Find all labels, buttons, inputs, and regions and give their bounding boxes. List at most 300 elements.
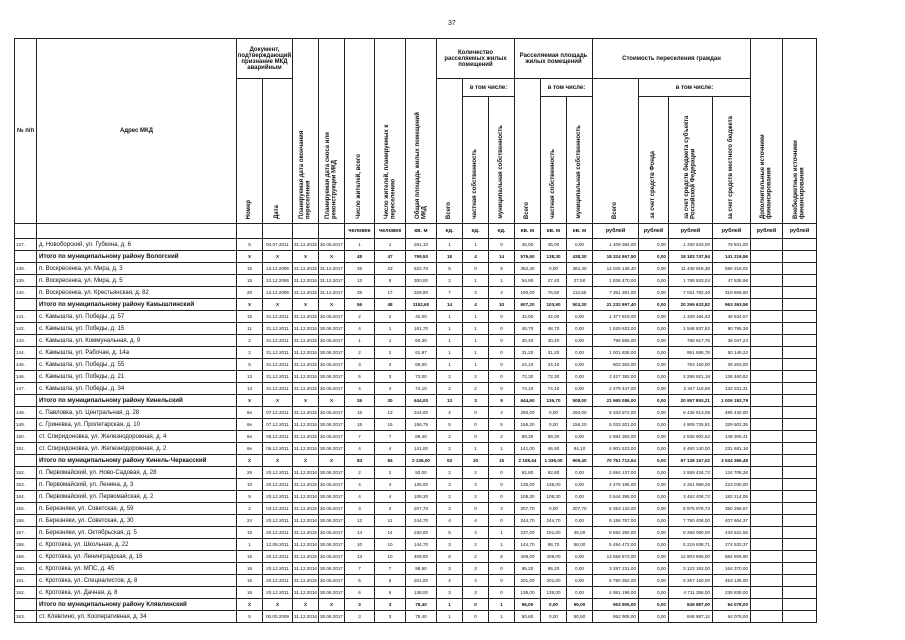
row-cell: 16 — [237, 575, 263, 587]
row-cell: 0,00 — [639, 275, 669, 287]
row-cell: 7 031 782,40 — [669, 287, 713, 299]
row-cell: 0,00 — [639, 563, 669, 575]
row-cell — [783, 503, 817, 515]
row-cell — [783, 575, 817, 587]
row-cell: 4 — [437, 575, 463, 587]
row-cell — [751, 275, 783, 287]
row-cell: 138,30 — [541, 251, 567, 263]
row-cell: 0 — [489, 467, 515, 479]
row-address: Итого по муниципальному району Кинельский — [37, 395, 237, 407]
row-cell — [751, 575, 783, 587]
row-cell — [751, 371, 783, 383]
row-cell: 10 — [237, 479, 263, 491]
row-cell: 4 — [489, 407, 515, 419]
row-cell — [783, 275, 817, 287]
row-cell: 4 — [345, 323, 375, 335]
row-cell: 344,00 — [406, 407, 437, 419]
row-cell: 0,00 — [639, 239, 669, 251]
row-cell: 30.06.2017 — [319, 503, 345, 515]
row-cell: 1 — [463, 359, 489, 371]
row-cell: 3 534 386,48 — [713, 455, 751, 467]
header-cost-region: за счет средств бюджета субъекта Российской Федерации — [669, 97, 713, 224]
row-cell: 18 183 747,94 — [669, 251, 713, 263]
row-cell: 31.12.2015 — [293, 407, 319, 419]
row-number: 141. — [15, 311, 37, 323]
row-cell: 0,00 — [567, 359, 593, 371]
row-cell: 6н — [237, 407, 263, 419]
row-number — [15, 599, 37, 611]
table-row — [15, 407, 817, 419]
row-cell: 26 — [345, 395, 375, 407]
row-cell: 1152,60 — [406, 299, 437, 311]
row-cell: 6н — [237, 431, 263, 443]
row-cell: 0,00 — [639, 299, 669, 311]
row-cell: 0,00 — [639, 551, 669, 563]
row-cell: 1 — [463, 275, 489, 287]
row-address: ст. Клявлино, ул. Кооперативная, д. 34 — [37, 611, 237, 623]
row-cell: 48 — [345, 251, 375, 263]
row-cell: 31.12.2015 — [293, 263, 319, 275]
row-cell: 1 — [463, 335, 489, 347]
row-number: 149. — [15, 419, 37, 431]
row-cell: 644,00 — [406, 395, 437, 407]
row-number: 144. — [15, 347, 37, 359]
row-cell: 223 030,00 — [713, 479, 751, 491]
row-cell: 5 — [437, 419, 463, 431]
row-cell: 31.12.2016 — [293, 539, 319, 551]
row-cell: 1 — [489, 275, 515, 287]
row-cell: 31.12.2011 — [263, 347, 293, 359]
row-cell: 12 903 966,00 — [669, 551, 713, 563]
row-cell: 2 — [463, 467, 489, 479]
row-cell: 0 — [463, 263, 489, 275]
row-cell: 0,00 — [639, 491, 669, 503]
row-address: с. Кротовка, ул. Специалистов, д. 8 — [37, 575, 237, 587]
row-cell: 30,40 — [515, 335, 541, 347]
row-cell: 30.06.2017 — [319, 467, 345, 479]
row-cell: 1 — [437, 359, 463, 371]
row-cell — [783, 527, 817, 539]
row-cell: 1 — [463, 347, 489, 359]
row-cell: 0,00 — [541, 611, 567, 623]
row-cell: 31.12.2011 — [263, 323, 293, 335]
row-cell — [783, 383, 817, 395]
row-cell: 31,20 — [515, 347, 541, 359]
row-cell: 1 — [437, 347, 463, 359]
row-cell: 3 — [437, 479, 463, 491]
row-cell: X — [263, 299, 293, 311]
row-cell: 350 256,67 — [713, 503, 751, 515]
row-cell: 12 — [345, 515, 375, 527]
row-cell: 2 — [237, 503, 263, 515]
row-cell: 2 136,00 — [406, 455, 437, 467]
row-cell: 24,10 — [515, 359, 541, 371]
row-cell: 0,00 — [639, 431, 669, 443]
row-cell: 20.12.2011 — [263, 479, 293, 491]
row-cell: 3 — [375, 371, 406, 383]
row-cell: 2 — [237, 335, 263, 347]
row-cell: 92,80 — [515, 467, 541, 479]
row-number: 137. — [15, 239, 37, 251]
row-cell: 0,00 — [567, 575, 593, 587]
row-cell: 0,00 — [567, 587, 593, 599]
row-cell — [751, 359, 783, 371]
row-cell: 73,00 — [406, 371, 437, 383]
table-row — [15, 383, 817, 395]
row-cell: 0,00 — [639, 359, 669, 371]
row-cell: 0 — [489, 335, 515, 347]
row-number: 161. — [15, 575, 37, 587]
header-rooms-count: Количество расселяемых жилых помещений — [437, 39, 515, 79]
row-number: 138. — [15, 263, 37, 275]
row-cell: 46,00 — [567, 527, 593, 539]
row-cell: 04.07.2011 — [263, 239, 293, 251]
row-cell: 31.12.2016 — [293, 527, 319, 539]
row-cell: 244,70 — [406, 515, 437, 527]
table-row — [15, 467, 817, 479]
row-cell: 72,30 — [515, 371, 541, 383]
row-cell — [783, 239, 817, 251]
row-address: д. Новоборский, ул. Губкина, д. 6 — [37, 239, 237, 251]
row-cell: 0,00 — [567, 491, 593, 503]
row-cell: 9 — [237, 491, 263, 503]
row-cell: 8 333 972,00 — [593, 407, 639, 419]
row-cell: 763 160,00 — [669, 359, 713, 371]
row-address: п. Воскресенка, ул. Мира, д. 3 — [37, 263, 237, 275]
row-cell — [783, 263, 817, 275]
row-cell: 27,50 — [567, 275, 593, 287]
row-cell — [783, 551, 817, 563]
row-cell: 13 — [375, 407, 406, 419]
row-cell: 56 — [345, 299, 375, 311]
row-address: с. Камышла, ул. Победы, д. 34 — [37, 383, 237, 395]
row-cell: 48,70 — [541, 323, 567, 335]
row-cell: 30.06.2017 — [319, 527, 345, 539]
header-cost-total: Всего — [593, 79, 639, 224]
row-cell: 54,90 — [515, 275, 541, 287]
table-row — [15, 275, 817, 287]
row-cell: 24 — [237, 515, 263, 527]
row-address: с. Камышла, ул. Победы, д. 55 — [37, 359, 237, 371]
row-cell: 758 817,76 — [669, 335, 713, 347]
row-cell: 1 — [463, 311, 489, 323]
row-cell: 2 835 902,52 — [669, 431, 713, 443]
row-cell: 8 — [437, 551, 463, 563]
row-cell: 31.12.2015 — [293, 359, 319, 371]
row-cell — [783, 455, 817, 467]
row-cell: 13 — [345, 551, 375, 563]
row-cell: 13 558 573,00 — [593, 551, 639, 563]
row-cell: X — [263, 395, 293, 407]
row-cell: 5 — [489, 419, 515, 431]
row-cell: 03.12.2011 — [263, 503, 293, 515]
row-cell: 13 — [345, 275, 375, 287]
row-cell: 848 887,12 — [669, 611, 713, 623]
row-cell: 31.12.2016 — [293, 491, 319, 503]
row-address: п. Воскресенка, ул. Мира, д. 5 — [37, 275, 237, 287]
row-cell: 144,70 — [515, 539, 541, 551]
row-cell: 0,00 — [567, 347, 593, 359]
row-cell: 0 — [463, 431, 489, 443]
row-cell: 4 — [463, 251, 489, 263]
row-cell: 50,60 — [515, 611, 541, 623]
row-cell: 2 — [437, 275, 463, 287]
unit-cell: кв. м — [567, 224, 593, 239]
row-cell: 64 078,00 — [713, 611, 751, 623]
row-cell — [783, 323, 817, 335]
row-cell: 30.06.2017 — [319, 383, 345, 395]
row-cell — [783, 311, 817, 323]
row-cell: 07.12.2011 — [263, 419, 293, 431]
table-row — [15, 323, 817, 335]
header-cost-fund: за счет средств Фонда — [639, 97, 669, 224]
row-cell: 2 — [463, 551, 489, 563]
row-cell — [783, 407, 817, 419]
row-cell: 0,00 — [541, 599, 567, 611]
row-cell: 14 — [375, 527, 406, 539]
row-cell: 14 — [237, 383, 263, 395]
row-cell: 0,00 — [567, 467, 593, 479]
row-cell: 78,40 — [406, 611, 437, 623]
row-cell: 7 — [437, 287, 463, 299]
row-cell: 30.06.2017 — [319, 407, 345, 419]
row-cell: 17 — [375, 287, 406, 299]
row-cell — [783, 491, 817, 503]
row-address: ст. Спиридоновка, ул. Железнодорожная, д. 2 — [37, 443, 237, 455]
row-number: 150. — [15, 431, 37, 443]
row-cell: 30.06.2017 — [319, 335, 345, 347]
row-cell: 94,10 — [567, 443, 593, 455]
row-cell: 30.06.2017 — [319, 611, 345, 623]
row-address: с. Камышла, ул. Победы, д. 15 — [37, 323, 237, 335]
row-cell: 1 — [463, 239, 489, 251]
header-planned-demolition: Планируемая дата сноса или реконструкции МКД — [319, 39, 345, 224]
row-address: с. Кротовка, ул. Школьная, д. 22 — [37, 539, 237, 551]
header-area-private: частная собственность — [541, 97, 567, 224]
row-cell: 0,00 — [639, 311, 669, 323]
row-cell: 433 622,55 — [713, 527, 751, 539]
row-cell: 0 — [489, 563, 515, 575]
row-number: 156. — [15, 515, 37, 527]
row-address: п. Первомайский, ул. Ново-Садовая, д. 28 — [37, 467, 237, 479]
row-cell: 2 427 382,00 — [593, 371, 639, 383]
row-cell: 20.12.2011 — [263, 491, 293, 503]
row-cell: 108,30 — [515, 491, 541, 503]
row-cell — [751, 491, 783, 503]
unit-cell: рублей — [593, 224, 639, 239]
row-cell: 4 909 725,81 — [669, 419, 713, 431]
row-number: 160. — [15, 563, 37, 575]
row-number: 157. — [15, 527, 37, 539]
row-number: 162. — [15, 587, 37, 599]
row-cell: X — [237, 251, 263, 263]
row-cell: X — [293, 395, 319, 407]
row-cell: 135,00 — [515, 479, 541, 491]
row-cell: 4 — [437, 407, 463, 419]
row-cell: 12 045 136,40 — [593, 263, 639, 275]
row-address: Итого по муниципальному району Клявлинский — [37, 599, 237, 611]
row-cell: 108,30 — [406, 491, 437, 503]
row-cell — [751, 263, 783, 275]
row-cell: 148 305,41 — [713, 431, 751, 443]
row-cell: 67 138 157,02 — [669, 455, 713, 467]
header-cost-local: за счет средств местного бюджета — [713, 97, 751, 224]
row-cell: 0,00 — [639, 599, 669, 611]
row-address: Итого по муниципальному району Камышлинский — [37, 299, 237, 311]
table-row — [15, 347, 817, 359]
row-cell: 0,00 — [567, 551, 593, 563]
row-number: 153. — [15, 479, 37, 491]
row-cell: X — [237, 395, 263, 407]
row-cell: 60,30 — [406, 335, 437, 347]
row-cell: 1 629 633,00 — [593, 323, 639, 335]
row-cell: 5 — [437, 527, 463, 539]
row-cell: 113,50 — [567, 287, 593, 299]
row-cell: 30.06.2017 — [319, 491, 345, 503]
row-cell: 20.12.2011 — [263, 587, 293, 599]
row-cell: 2 — [437, 383, 463, 395]
header-extra-sources: Дополнительные источники финансирования — [751, 39, 783, 224]
table-row — [15, 311, 817, 323]
row-cell: 329 502,35 — [713, 419, 751, 431]
row-cell: 2 — [463, 371, 489, 383]
row-cell: 6 353 133,00 — [593, 503, 639, 515]
row-cell: 0,00 — [567, 479, 593, 491]
table-row — [15, 611, 817, 623]
row-cell — [783, 587, 817, 599]
row-cell — [783, 467, 817, 479]
row-cell: 15 — [345, 407, 375, 419]
row-cell: 30.06.2017 — [319, 359, 345, 371]
row-cell: 13 — [437, 395, 463, 407]
row-cell: 2 694 137,00 — [593, 467, 639, 479]
row-cell: 30.06.2017 — [319, 539, 345, 551]
row-cell: 18 — [437, 251, 463, 263]
row-cell: 409,00 — [515, 551, 541, 563]
row-cell: 15 — [489, 455, 515, 467]
unit-cell: рублей — [713, 224, 751, 239]
row-cell: 2 — [437, 431, 463, 443]
row-cell: 8 156 787,00 — [593, 515, 639, 527]
row-cell: 9 — [489, 395, 515, 407]
row-cell: 6 — [345, 587, 375, 599]
row-number: 152. — [15, 467, 37, 479]
row-cell: 98,60 — [406, 563, 437, 575]
row-cell: 201,00 — [541, 575, 567, 587]
header-area-municipal: муниципальная собственность — [567, 97, 593, 224]
row-cell: 45,00 — [541, 239, 567, 251]
row-cell — [783, 443, 817, 455]
row-cell: 42,00 — [515, 311, 541, 323]
row-cell: 11 — [237, 323, 263, 335]
row-cell: 6н — [237, 443, 263, 455]
row-address: п. Воскресенка, ул. Крестьянская, д. 82 — [37, 287, 237, 299]
row-cell: 3 644 395,00 — [593, 491, 639, 503]
row-cell: 14 — [489, 251, 515, 263]
row-cell: 15 — [375, 419, 406, 431]
row-cell: 0,00 — [639, 443, 669, 455]
row-cell: 28 — [345, 287, 375, 299]
row-cell: 5 — [375, 575, 406, 587]
row-number: 139. — [15, 275, 37, 287]
row-cell: 64 078,00 — [713, 599, 751, 611]
row-cell — [751, 395, 783, 407]
table-row — [15, 563, 817, 575]
row-cell: 138,00 — [406, 587, 437, 599]
row-cell — [751, 563, 783, 575]
row-cell: X — [319, 251, 345, 263]
row-cell — [751, 431, 783, 443]
row-cell: 6 267 160,00 — [669, 575, 713, 587]
row-cell: 0,00 — [567, 383, 593, 395]
row-address: п. Первомайский, ул. Первомайская, д. 2 — [37, 491, 237, 503]
unit-cell: ед. — [489, 224, 515, 239]
row-cell: 07.12.2011 — [263, 407, 293, 419]
row-cell: 20.12.2011 — [263, 551, 293, 563]
row-cell: 3 — [437, 563, 463, 575]
district-total-row — [15, 455, 817, 467]
row-cell: 329,90 — [406, 287, 437, 299]
row-cell — [783, 395, 817, 407]
row-cell: 134 708,28 — [713, 467, 751, 479]
row-cell: 4 475 195,00 — [593, 479, 639, 491]
row-number: 151. — [15, 443, 37, 455]
row-cell: 76,50 — [541, 287, 567, 299]
row-cell: 684 606,90 — [713, 551, 751, 563]
row-cell: 191,00 — [541, 527, 567, 539]
row-cell: 3 — [375, 611, 406, 623]
row-cell: 6 790 352,00 — [593, 575, 639, 587]
row-cell: 201,00 — [515, 575, 541, 587]
row-cell: 3 — [463, 587, 489, 599]
row-cell: 7 — [375, 431, 406, 443]
row-cell: 4 460 140,00 — [669, 443, 713, 455]
row-cell: 31.12.2015 — [293, 239, 319, 251]
row-cell: 0,00 — [567, 431, 593, 443]
row-cell: 13 — [237, 371, 263, 383]
row-cell: 31.12.2015 — [293, 443, 319, 455]
row-cell: 300,00 — [406, 275, 437, 287]
row-cell: 596 218,02 — [713, 263, 751, 275]
row-cell: 15 — [345, 419, 375, 431]
row-cell: 1 409 384,00 — [593, 239, 639, 251]
row-cell: 0,00 — [567, 563, 593, 575]
row-cell: 135,00 — [541, 479, 567, 491]
row-cell: 1 — [437, 599, 463, 611]
row-cell — [751, 515, 783, 527]
row-cell — [751, 599, 783, 611]
row-cell: 95,20 — [515, 563, 541, 575]
row-cell: X — [293, 599, 319, 611]
table-row — [15, 431, 817, 443]
header-address: Адрес МКД — [37, 39, 237, 224]
header-rooms-municipal: муниципальная собственность — [489, 97, 515, 224]
row-cell: 1 — [489, 539, 515, 551]
row-cell: 7 — [345, 431, 375, 443]
page-number: 37 — [448, 20, 456, 27]
row-cell: 0 — [463, 599, 489, 611]
row-cell: 21 965 086,00 — [593, 395, 639, 407]
row-cell: 30.06.2017 — [319, 323, 345, 335]
row-cell: X — [293, 251, 319, 263]
row-cell: 13.12.2006 — [263, 287, 293, 299]
row-cell — [751, 527, 783, 539]
row-cell: 260,00 — [515, 407, 541, 419]
row-cell: X — [237, 599, 263, 611]
row-cell: 1 006 192,79 — [713, 395, 751, 407]
row-cell: 3 462 408,72 — [669, 491, 713, 503]
row-cell: 20.12.2011 — [263, 467, 293, 479]
